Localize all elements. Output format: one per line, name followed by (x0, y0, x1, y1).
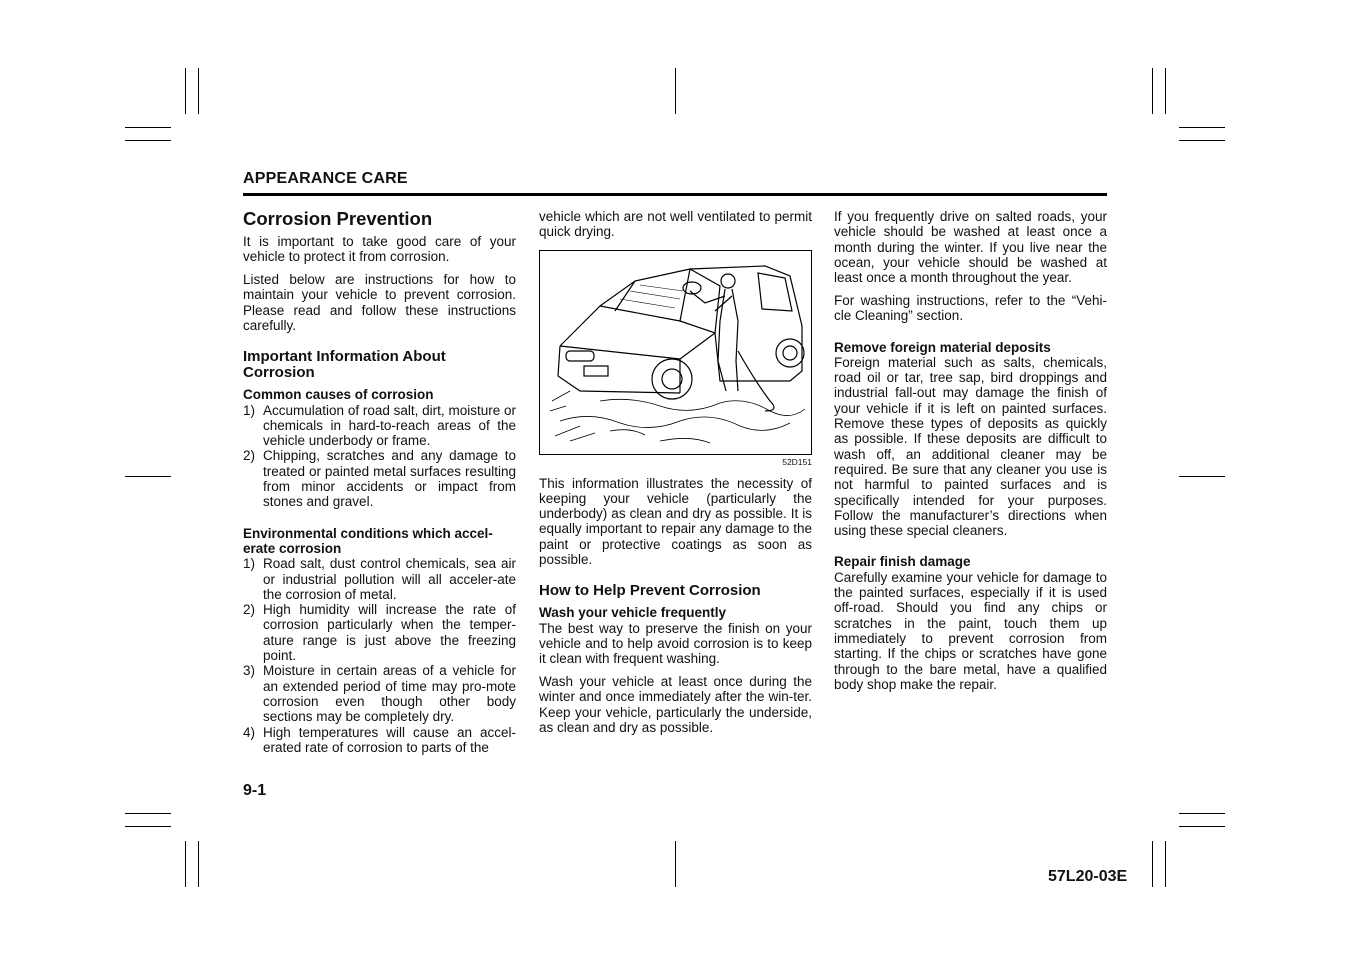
paragraph: It is important to take good care of your vehicle to protect it from corrosion. (243, 234, 516, 265)
document-code: 57L20-03E (1048, 868, 1128, 885)
crop-mark (125, 813, 171, 814)
causes-list (243, 403, 516, 510)
crop-mark (1165, 841, 1166, 887)
subheading-repair: Repair finish damage (834, 554, 971, 570)
crop-mark (1179, 476, 1225, 477)
crop-mark (1165, 68, 1166, 114)
paragraph: This information illustrates the necessity of keeping your vehicle (particularly the underbody) as clean and dry as possible. It is equally important to repair any damage to the paint or protective coatings as soon as possible. (539, 475, 812, 568)
subheading-causes: Common causes of corrosion (243, 387, 434, 403)
crop-mark (1152, 68, 1153, 114)
paragraph: The best way to preserve the finish on your vehicle and to help avoid corrosion is to keep it clean with frequent washing. (539, 620, 812, 667)
crop-mark (125, 127, 171, 128)
list-item: 1) Accumulation of road salt, dirt, moisture or chemicals in hard-to-reach areas of the vehicle underbody or frame. (243, 402, 516, 449)
list-item: 2) High humidity will increase the rate of corrosion particularly when the temper-ature range is just above the freezing point. (243, 602, 516, 664)
car-wash-illustration (539, 250, 812, 455)
header-rule (243, 193, 1107, 196)
list-item: 1) Road salt, dust control chemicals, sea air or industrial pollution will all acceler-ate the corrosion of metal. (243, 556, 516, 602)
paragraph: Wash your vehicle at least once during the winter and once immediately after the win-ter. Keep your vehicle, particularly the underside, as clean and dry as possible. (539, 674, 812, 735)
page-title: Corrosion Prevention (243, 208, 433, 229)
crop-mark (675, 68, 676, 114)
paragraph: If you frequently drive on salted roads, your vehicle should be washed at least once a month during the winter. If you live near the ocean, your vehicle should be washed at least once a month throughout the year. (834, 209, 1107, 286)
figure-code: 52D151 (782, 456, 812, 467)
page-number: 9-1 (243, 782, 267, 799)
crop-mark (1179, 826, 1225, 827)
paragraph: For washing instructions, refer to the “Vehi-cle Cleaning” section. (834, 292, 1107, 324)
column-2 (539, 209, 812, 743)
crop-mark (198, 841, 199, 887)
section-header: APPEARANCE CARE (243, 170, 408, 187)
crop-mark (125, 476, 171, 477)
list-item: 2) Chipping, scratches and any damage to treated or painted metal surfaces resulting from minor accidents or impact from stones and gravel. (243, 448, 516, 510)
paragraph: vehicle which are not well ventilated to permit quick drying. (539, 209, 812, 240)
paragraph: Listed below are instructions for how to maintain your vehicle to prevent corrosion. Please read and follow these instructions carefully. (243, 272, 516, 333)
column-3 (834, 209, 1107, 700)
paragraph: Carefully examine your vehicle for damage to the painted surfaces, especially if it is used off-road. Should you find any chips or scratches in the paint, touch them up immediately to prevent corrosion from starting. If the chips or scratches have gone through to the bare metal, have a qualified body shop make the repair. (834, 569, 1107, 692)
subheading-remove: Remove foreign material deposits (834, 339, 1051, 355)
subheading-how-to: How to Help Prevent Corrosion (539, 582, 761, 600)
crop-mark (1179, 140, 1225, 141)
list-item: 4) High temperatures will cause an accel-erated rate of corrosion to parts of the (243, 724, 516, 755)
crop-mark (125, 826, 171, 827)
car-washing-drawing (540, 251, 811, 454)
subheading-wash: Wash your vehicle frequently (539, 605, 727, 621)
crop-mark (185, 841, 186, 887)
list-item: 3) Moisture in certain areas of a vehicle for an extended period of time may pro-mote corrosion even though other body sections may be completely dry. (243, 663, 516, 725)
crop-mark (1179, 813, 1225, 814)
paragraph: Foreign material such as salts, chemicals, road oil or tar, tree sap, bird droppings and industrial fall-out may damage the finish of your vehicle if it is left on painted surfaces. Remove these types of deposits as quickly as possible. If these deposits are difficult to wash off, an additional cleaner may be required. Be sure that any cleaner you use is not harmful to painted surfaces and is specifically intended for your purposes. Follow the manufacturer’s directions when using these special cleaners. (834, 354, 1107, 539)
subheading-environment: Environmental conditions which accel-erate corrosion (243, 525, 493, 556)
crop-mark (675, 841, 676, 887)
column-1 (243, 208, 516, 755)
crop-mark (185, 68, 186, 114)
crop-mark (198, 68, 199, 114)
crop-mark (125, 140, 171, 141)
crop-mark (1179, 127, 1225, 128)
crop-mark (1152, 841, 1153, 887)
subheading-important: Important Information About Corrosion (243, 348, 446, 382)
environment-list (243, 556, 516, 755)
